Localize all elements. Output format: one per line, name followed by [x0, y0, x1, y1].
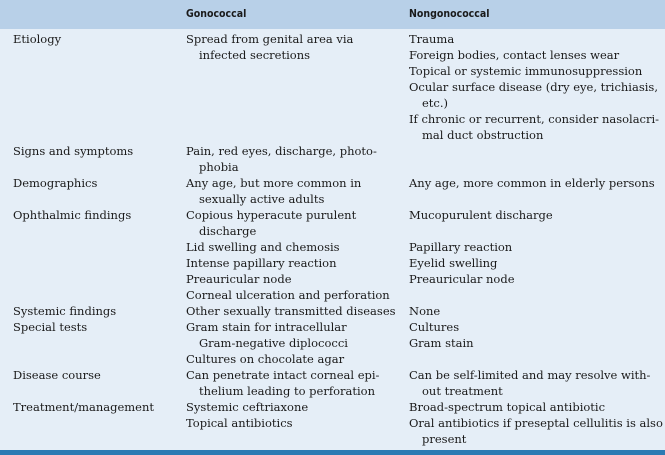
cell-line: Intense papillary reaction: [186, 256, 337, 270]
gonococcal-cell: [186, 143, 398, 175]
row-label-text: Disease course: [13, 368, 101, 382]
cell-line: Cultures: [409, 320, 460, 334]
cell-line: phobia: [199, 160, 239, 174]
cell-line: Pain, red eyes, discharge, photo-: [186, 144, 377, 158]
row-label-text: Systemic findings: [13, 304, 117, 318]
cell-line: Ocular surface disease (dry eye, trichiasis,: [409, 80, 658, 94]
cell-line: Oral antibiotics if preseptal cellulitis is also: [409, 416, 663, 430]
row-label: [13, 207, 178, 223]
cell-line: Eyelid swelling: [409, 256, 498, 270]
row-label: [13, 399, 178, 415]
gonococcal-cell: [186, 319, 398, 367]
nongonococcal-cell: [409, 207, 659, 287]
row-label: [13, 143, 178, 159]
row-label: [13, 319, 178, 335]
cell-line: out treatment: [422, 384, 503, 398]
cell-line: Corneal ulceration and perforation: [186, 288, 390, 302]
cell-line: Lid swelling and chemosis: [186, 240, 340, 254]
nongonococcal-cell: [409, 319, 659, 351]
cell-line: present: [422, 432, 467, 446]
column-header-nongonococcal: Nongonococcal: [409, 8, 490, 20]
table-row: [0, 207, 665, 303]
cell-line: Foreign bodies, contact lenses wear: [409, 48, 620, 62]
table-row: [0, 31, 665, 143]
cell-line: Gram-negative diplococci: [199, 336, 348, 350]
table-header: [0, 0, 665, 29]
gonococcal-cell: [186, 31, 398, 63]
cell-line: Copious hyperacute purulent: [186, 208, 357, 222]
cell-line: Papillary reaction: [409, 240, 513, 254]
table-row: [0, 367, 665, 399]
row-label: [13, 31, 178, 47]
cell-line: Topical antibiotics: [186, 416, 293, 430]
row-label: [13, 367, 178, 383]
nongonococcal-cell: [409, 367, 659, 399]
row-label-text: Signs and symptoms: [13, 144, 134, 158]
cell-line: Gram stain: [409, 336, 474, 350]
cell-line: Any age, but more common in: [186, 176, 362, 190]
nongonococcal-cell: [409, 303, 659, 319]
cell-line: mal duct obstruction: [422, 128, 544, 142]
table-row: [0, 175, 665, 207]
gonococcal-cell: [186, 367, 398, 399]
nongonococcal-cell: [409, 399, 663, 447]
table-row: [0, 143, 665, 175]
row-label: [13, 175, 178, 191]
row-label-text: Demographics: [13, 176, 98, 190]
gonococcal-cell: [186, 207, 398, 303]
cell-line: Broad-spectrum topical antibiotic: [409, 400, 606, 414]
cell-line: infected secretions: [199, 48, 311, 62]
row-label-text: Treatment/management: [13, 400, 154, 414]
gonococcal-cell: [186, 175, 398, 207]
row-label-text: Ophthalmic findings: [13, 208, 132, 222]
cell-line: Topical or systemic immunosuppression: [409, 64, 643, 78]
cell-line: thelium leading to perforation: [199, 384, 375, 398]
cell-line: Spread from genital area via: [186, 32, 354, 46]
cell-line: Systemic ceftriaxone: [186, 400, 309, 414]
cell-line: Mucopurulent discharge: [409, 208, 553, 222]
cell-line: If chronic or recurrent, consider nasolacri-: [409, 112, 660, 126]
column-header-gonococcal: Gonococcal: [186, 8, 247, 20]
cell-line: [409, 223, 659, 239]
cell-line: etc.): [422, 96, 449, 110]
cell-line: Other sexually transmitted diseases: [186, 304, 396, 318]
nongonococcal-cell: [409, 175, 659, 191]
table-row: [0, 399, 665, 447]
bottom-rule: [0, 450, 665, 455]
cell-line: discharge: [199, 224, 257, 238]
row-label-text: Etiology: [13, 32, 62, 46]
table-row: [0, 303, 665, 319]
cell-line: Trauma: [409, 32, 455, 46]
cell-line: None: [409, 304, 441, 318]
cell-line: Gram stain for intracellular: [186, 320, 347, 334]
gonococcal-cell: [186, 399, 398, 431]
gonococcal-cell: [186, 303, 398, 319]
cell-line: Can be self-limited and may resolve with-: [409, 368, 651, 382]
cell-line: sexually active adults: [199, 192, 325, 206]
cell-line: Preauricular node: [409, 272, 515, 286]
cell-line: Can penetrate intact corneal epi-: [186, 368, 380, 382]
row-label: [13, 303, 178, 319]
nongonococcal-cell: [409, 31, 659, 143]
cell-line: Preauricular node: [186, 272, 292, 286]
row-label-text: Special tests: [13, 320, 88, 334]
cell-line: Any age, more common in elderly persons: [409, 176, 655, 190]
cell-line: Cultures on chocolate agar: [186, 352, 345, 366]
table-row: [0, 319, 665, 367]
